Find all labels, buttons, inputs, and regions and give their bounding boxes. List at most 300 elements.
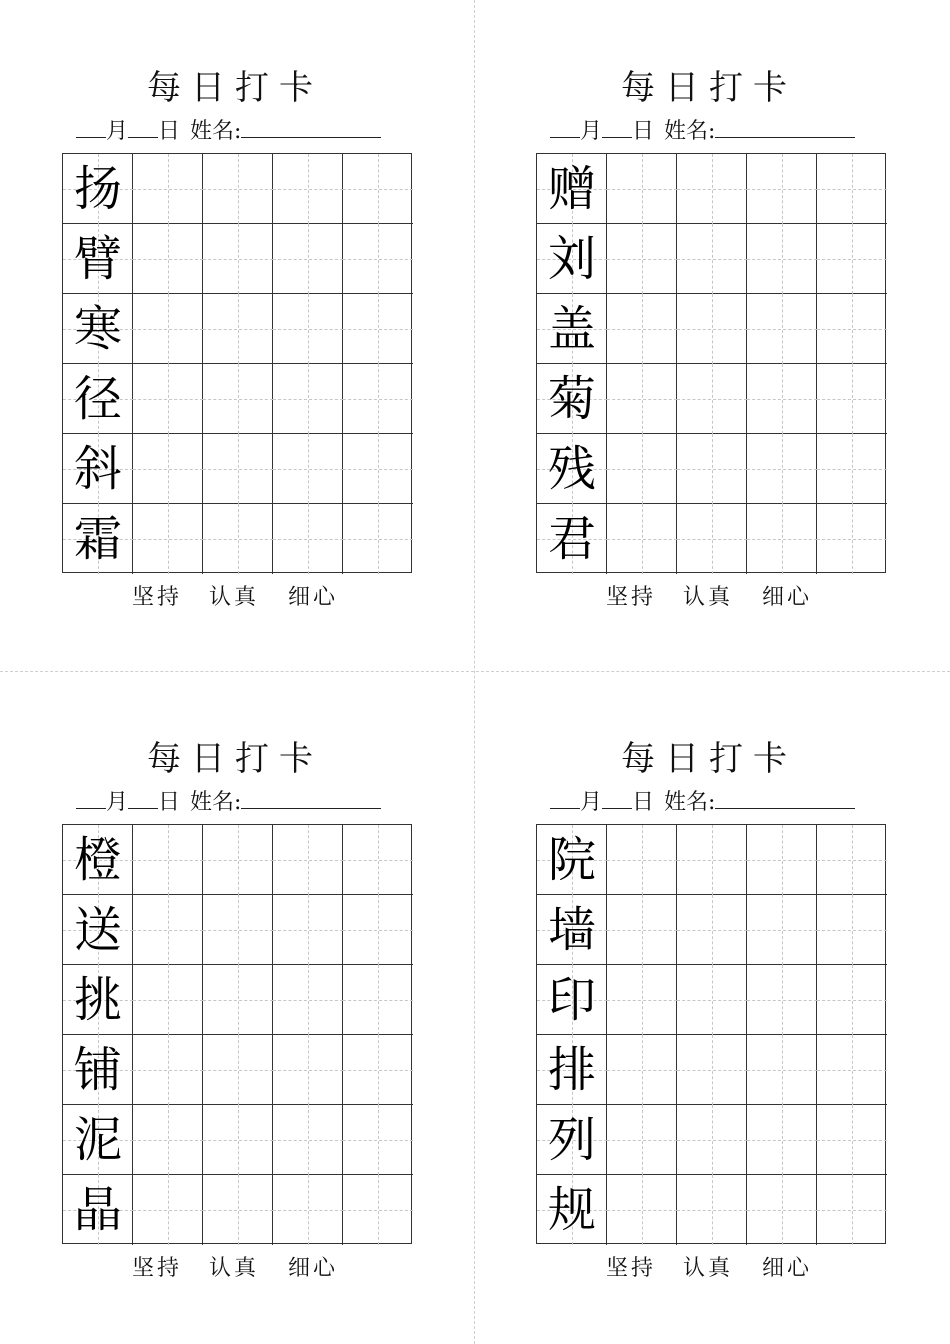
guide-line-horizontal (817, 1210, 887, 1211)
guide-line-horizontal (817, 469, 887, 470)
grid-row (63, 364, 411, 434)
practice-cell[interactable] (747, 294, 817, 364)
practice-cell[interactable] (607, 965, 677, 1035)
practice-cell[interactable] (343, 1035, 413, 1105)
guide-line-horizontal (343, 329, 413, 330)
motto-line (62, 1254, 412, 1284)
guide-line-horizontal (607, 930, 677, 931)
model-character: 斜 (73, 441, 122, 497)
practice-cell[interactable] (133, 1035, 203, 1105)
month-blank[interactable] (550, 787, 580, 809)
grid-row (537, 294, 885, 364)
grid-row (537, 965, 885, 1035)
practice-cell[interactable] (343, 364, 413, 434)
motto-word: 坚持 (606, 1256, 657, 1281)
practice-cell[interactable] (343, 965, 413, 1035)
month-label: 月 (580, 790, 603, 815)
practice-cell[interactable] (607, 1035, 677, 1105)
day-label: 日 (158, 790, 181, 815)
guide-line-horizontal (747, 539, 817, 540)
practice-cell[interactable] (203, 1035, 273, 1105)
day-blank[interactable] (128, 787, 158, 809)
practice-cell[interactable] (133, 965, 203, 1035)
guide-line-horizontal (677, 1140, 747, 1141)
guide-line-horizontal (133, 539, 203, 540)
practice-cell[interactable] (203, 895, 273, 965)
guide-line-horizontal (747, 1210, 817, 1211)
model-character: 赠 (547, 161, 596, 217)
guide-line-horizontal (133, 1000, 203, 1001)
practice-cell[interactable] (343, 154, 413, 224)
practice-cell[interactable] (273, 364, 343, 434)
motto-word: 细心 (762, 1256, 813, 1281)
guide-line-horizontal (747, 399, 817, 400)
practice-cell[interactable] (343, 1105, 413, 1175)
guide-line-horizontal (273, 1070, 343, 1071)
practice-cell[interactable] (607, 434, 677, 504)
grid-row (537, 504, 885, 574)
practice-cell[interactable] (273, 1105, 343, 1175)
model-character: 臂 (73, 231, 122, 287)
month-blank[interactable] (76, 787, 106, 809)
model-character: 盖 (547, 301, 596, 357)
model-character-cell (63, 224, 133, 294)
practice-cell[interactable] (677, 1035, 747, 1105)
practice-cell[interactable] (677, 294, 747, 364)
practice-cell[interactable] (677, 434, 747, 504)
motto-word: 细心 (762, 585, 813, 610)
guide-line-horizontal (677, 1070, 747, 1071)
practice-cell[interactable] (343, 224, 413, 294)
guide-line-horizontal (273, 539, 343, 540)
name-label: 姓名: (190, 119, 242, 144)
practice-cell[interactable] (203, 825, 273, 895)
practice-cell[interactable] (273, 895, 343, 965)
guide-line-horizontal (343, 930, 413, 931)
motto-word: 认真 (683, 1256, 734, 1281)
model-character-cell (537, 504, 607, 574)
checkin-card (474, 671, 854, 1291)
guide-line-horizontal (203, 259, 273, 260)
practice-cell[interactable] (133, 364, 203, 434)
model-character-cell (63, 895, 133, 965)
practice-cell[interactable] (343, 434, 413, 504)
practice-cell[interactable] (273, 1175, 343, 1245)
grid-row (63, 1035, 411, 1105)
guide-line-horizontal (273, 860, 343, 861)
guide-line-horizontal (203, 1070, 273, 1071)
grid-row (537, 1035, 885, 1105)
guide-line-horizontal (133, 1070, 203, 1071)
practice-cell[interactable] (817, 224, 887, 294)
practice-cell[interactable] (133, 154, 203, 224)
model-character-cell (537, 825, 607, 895)
practice-cell[interactable] (203, 504, 273, 574)
practice-cell[interactable] (677, 825, 747, 895)
practice-cell[interactable] (747, 224, 817, 294)
practice-cell[interactable] (747, 504, 817, 574)
writing-grid (62, 824, 412, 1244)
guide-line-horizontal (817, 1000, 887, 1001)
card-title: 每日打卡 (621, 739, 797, 779)
model-character-cell (63, 965, 133, 1035)
model-character: 院 (547, 832, 596, 888)
month-label: 月 (106, 119, 129, 144)
guide-line-horizontal (133, 329, 203, 330)
guide-line-horizontal (817, 399, 887, 400)
model-character-cell (537, 294, 607, 364)
practice-cell[interactable] (133, 825, 203, 895)
practice-cell[interactable] (817, 154, 887, 224)
guide-line-horizontal (677, 860, 747, 861)
guide-line-horizontal (343, 1140, 413, 1141)
grid-row (63, 1105, 411, 1175)
guide-line-horizontal (677, 259, 747, 260)
date-name-line (76, 116, 416, 144)
practice-cell[interactable] (817, 895, 887, 965)
motto-word: 坚持 (606, 585, 657, 610)
model-character-cell (63, 434, 133, 504)
guide-line-horizontal (607, 259, 677, 260)
practice-cell[interactable] (817, 1105, 887, 1175)
practice-cell[interactable] (343, 1175, 413, 1245)
model-character-cell (537, 224, 607, 294)
day-blank[interactable] (602, 787, 632, 809)
practice-cell[interactable] (607, 895, 677, 965)
name-blank[interactable] (715, 116, 855, 138)
guide-line-horizontal (203, 1140, 273, 1141)
guide-line-horizontal (133, 930, 203, 931)
guide-line-horizontal (203, 860, 273, 861)
practice-cell[interactable] (747, 1105, 817, 1175)
practice-cell[interactable] (133, 294, 203, 364)
practice-cell[interactable] (607, 154, 677, 224)
guide-line-horizontal (273, 329, 343, 330)
practice-cell[interactable] (747, 1175, 817, 1245)
guide-line-horizontal (817, 930, 887, 931)
grid-row (63, 224, 411, 294)
practice-cell[interactable] (203, 154, 273, 224)
guide-line-horizontal (343, 399, 413, 400)
practice-cell[interactable] (273, 1035, 343, 1105)
model-character: 印 (547, 972, 596, 1028)
model-character: 墙 (547, 902, 596, 958)
model-character-cell (537, 154, 607, 224)
checkin-card (474, 0, 854, 620)
model-character: 规 (547, 1182, 596, 1238)
model-character-cell (537, 965, 607, 1035)
model-character-cell (63, 1035, 133, 1105)
date-name-line (76, 787, 416, 815)
guide-line-horizontal (607, 1140, 677, 1141)
practice-cell[interactable] (677, 224, 747, 294)
name-label: 姓名: (664, 119, 716, 144)
guide-line-horizontal (677, 399, 747, 400)
guide-line-horizontal (607, 189, 677, 190)
practice-cell[interactable] (203, 294, 273, 364)
practice-cell[interactable] (817, 434, 887, 504)
practice-cell[interactable] (607, 364, 677, 434)
guide-line-horizontal (607, 1000, 677, 1001)
name-blank[interactable] (241, 116, 381, 138)
motto-line (536, 1254, 886, 1284)
guide-line-horizontal (133, 1140, 203, 1141)
model-character: 寒 (73, 301, 122, 357)
guide-line-horizontal (343, 1070, 413, 1071)
date-name-line (550, 787, 890, 815)
practice-cell[interactable] (747, 154, 817, 224)
guide-line-horizontal (607, 539, 677, 540)
motto-word: 认真 (209, 1256, 260, 1281)
guide-line-horizontal (273, 399, 343, 400)
model-character: 霜 (73, 511, 122, 567)
grid-row (63, 294, 411, 364)
motto-line (62, 583, 412, 613)
practice-cell[interactable] (817, 825, 887, 895)
day-blank[interactable] (128, 116, 158, 138)
grid-row (63, 825, 411, 895)
model-character-cell (537, 1105, 607, 1175)
practice-cell[interactable] (273, 154, 343, 224)
guide-line-horizontal (817, 259, 887, 260)
model-character-cell (63, 1175, 133, 1245)
practice-cell[interactable] (607, 504, 677, 574)
practice-cell[interactable] (343, 504, 413, 574)
grid-row (537, 434, 885, 504)
practice-cell[interactable] (677, 504, 747, 574)
model-character-cell (537, 895, 607, 965)
guide-line-horizontal (343, 860, 413, 861)
model-character: 排 (547, 1042, 596, 1098)
grid-row (63, 434, 411, 504)
practice-cell[interactable] (817, 965, 887, 1035)
guide-line-horizontal (747, 1070, 817, 1071)
practice-cell[interactable] (747, 965, 817, 1035)
writing-grid (62, 153, 412, 573)
guide-line-horizontal (677, 189, 747, 190)
guide-line-horizontal (747, 1000, 817, 1001)
model-character-cell (63, 364, 133, 434)
model-character-cell (63, 825, 133, 895)
guide-line-horizontal (343, 189, 413, 190)
practice-cell[interactable] (343, 294, 413, 364)
guide-line-horizontal (133, 189, 203, 190)
guide-line-horizontal (747, 860, 817, 861)
practice-cell[interactable] (677, 895, 747, 965)
guide-line-horizontal (607, 860, 677, 861)
guide-line-horizontal (133, 469, 203, 470)
guide-line-horizontal (273, 1210, 343, 1211)
grid-row (537, 1175, 885, 1245)
guide-line-horizontal (677, 539, 747, 540)
grid-row (537, 825, 885, 895)
model-character-cell (537, 1175, 607, 1245)
model-character-cell (537, 1035, 607, 1105)
checkin-card (0, 0, 380, 620)
guide-line-horizontal (747, 189, 817, 190)
practice-cell[interactable] (133, 224, 203, 294)
practice-cell[interactable] (747, 434, 817, 504)
grid-row (63, 154, 411, 224)
guide-line-horizontal (343, 469, 413, 470)
model-character-cell (537, 364, 607, 434)
date-name-line (550, 116, 890, 144)
practice-cell[interactable] (273, 294, 343, 364)
grid-row (63, 1175, 411, 1245)
guide-line-horizontal (203, 399, 273, 400)
model-character: 径 (73, 371, 122, 427)
model-character: 泥 (73, 1112, 122, 1168)
practice-cell[interactable] (607, 1105, 677, 1175)
practice-cell[interactable] (203, 1105, 273, 1175)
grid-row (537, 224, 885, 294)
model-character: 君 (547, 511, 596, 567)
practice-cell[interactable] (747, 825, 817, 895)
practice-cell[interactable] (203, 965, 273, 1035)
guide-line-horizontal (607, 329, 677, 330)
model-character: 挑 (73, 972, 122, 1028)
model-character: 晶 (73, 1182, 122, 1238)
practice-cell[interactable] (677, 1105, 747, 1175)
card-title: 每日打卡 (621, 68, 797, 108)
practice-cell[interactable] (343, 895, 413, 965)
guide-line-horizontal (817, 1070, 887, 1071)
writing-grid (536, 824, 886, 1244)
guide-line-horizontal (343, 1000, 413, 1001)
guide-line-horizontal (607, 399, 677, 400)
model-character: 残 (547, 441, 596, 497)
practice-cell[interactable] (747, 895, 817, 965)
guide-line-horizontal (817, 189, 887, 190)
guide-line-horizontal (677, 1000, 747, 1001)
guide-line-horizontal (677, 1210, 747, 1211)
guide-line-horizontal (817, 329, 887, 330)
practice-cell[interactable] (747, 364, 817, 434)
guide-line-horizontal (203, 189, 273, 190)
practice-cell[interactable] (203, 224, 273, 294)
guide-line-horizontal (677, 329, 747, 330)
practice-cell[interactable] (817, 294, 887, 364)
practice-cell[interactable] (607, 294, 677, 364)
practice-cell[interactable] (677, 364, 747, 434)
model-character: 刘 (547, 231, 596, 287)
guide-line-horizontal (133, 1210, 203, 1211)
grid-row (537, 895, 885, 965)
guide-line-horizontal (343, 539, 413, 540)
model-character-cell (537, 434, 607, 504)
model-character: 菊 (547, 371, 596, 427)
card-title: 每日打卡 (147, 68, 323, 108)
practice-cell[interactable] (133, 434, 203, 504)
practice-cell[interactable] (817, 1175, 887, 1245)
guide-line-horizontal (273, 259, 343, 260)
practice-cell[interactable] (677, 1175, 747, 1245)
practice-cell[interactable] (607, 224, 677, 294)
model-character: 铺 (73, 1042, 122, 1098)
guide-line-horizontal (133, 259, 203, 260)
name-blank[interactable] (715, 787, 855, 809)
guide-line-horizontal (133, 399, 203, 400)
motto-line (536, 583, 886, 613)
practice-cell[interactable] (133, 1105, 203, 1175)
guide-line-horizontal (203, 469, 273, 470)
practice-cell[interactable] (677, 965, 747, 1035)
model-character: 送 (73, 902, 122, 958)
practice-cell[interactable] (343, 825, 413, 895)
practice-cell[interactable] (817, 364, 887, 434)
practice-cell[interactable] (747, 1035, 817, 1105)
practice-cell[interactable] (273, 965, 343, 1035)
day-label: 日 (632, 119, 655, 144)
guide-line-horizontal (607, 469, 677, 470)
practice-cell[interactable] (817, 504, 887, 574)
guide-line-horizontal (747, 329, 817, 330)
guide-line-horizontal (343, 1210, 413, 1211)
guide-line-horizontal (747, 259, 817, 260)
day-label: 日 (158, 119, 181, 144)
practice-cell[interactable] (607, 1175, 677, 1245)
guide-line-horizontal (817, 860, 887, 861)
practice-cell[interactable] (133, 504, 203, 574)
month-blank[interactable] (76, 116, 106, 138)
motto-word: 细心 (288, 1256, 339, 1281)
model-character: 橙 (73, 832, 122, 888)
practice-cell[interactable] (677, 154, 747, 224)
motto-word: 坚持 (132, 1256, 183, 1281)
practice-cell[interactable] (133, 1175, 203, 1245)
model-character: 列 (547, 1112, 596, 1168)
guide-line-horizontal (343, 259, 413, 260)
motto-word: 认真 (209, 585, 260, 610)
model-character: 扬 (73, 161, 122, 217)
guide-line-horizontal (607, 1070, 677, 1071)
day-blank[interactable] (602, 116, 632, 138)
practice-cell[interactable] (273, 504, 343, 574)
day-label: 日 (632, 790, 655, 815)
practice-cell[interactable] (133, 895, 203, 965)
card-title: 每日打卡 (147, 739, 323, 779)
guide-line-horizontal (273, 469, 343, 470)
name-blank[interactable] (241, 787, 381, 809)
guide-line-horizontal (677, 930, 747, 931)
guide-line-horizontal (203, 329, 273, 330)
motto-word: 细心 (288, 585, 339, 610)
practice-cell[interactable] (273, 224, 343, 294)
guide-line-horizontal (747, 930, 817, 931)
grid-row (537, 1105, 885, 1175)
guide-line-horizontal (273, 930, 343, 931)
practice-cell[interactable] (817, 1035, 887, 1105)
practice-cell[interactable] (203, 434, 273, 504)
guide-line-horizontal (203, 930, 273, 931)
month-blank[interactable] (550, 116, 580, 138)
practice-cell[interactable] (607, 825, 677, 895)
guide-line-horizontal (273, 1140, 343, 1141)
model-character-cell (63, 504, 133, 574)
guide-line-horizontal (203, 1210, 273, 1211)
guide-line-horizontal (133, 860, 203, 861)
grid-row (63, 504, 411, 574)
month-label: 月 (580, 119, 603, 144)
guide-line-horizontal (203, 1000, 273, 1001)
practice-cell[interactable] (203, 1175, 273, 1245)
guide-line-horizontal (607, 1210, 677, 1211)
practice-cell[interactable] (273, 434, 343, 504)
practice-cell[interactable] (273, 825, 343, 895)
grid-row (537, 154, 885, 224)
model-character-cell (63, 294, 133, 364)
practice-cell[interactable] (203, 364, 273, 434)
